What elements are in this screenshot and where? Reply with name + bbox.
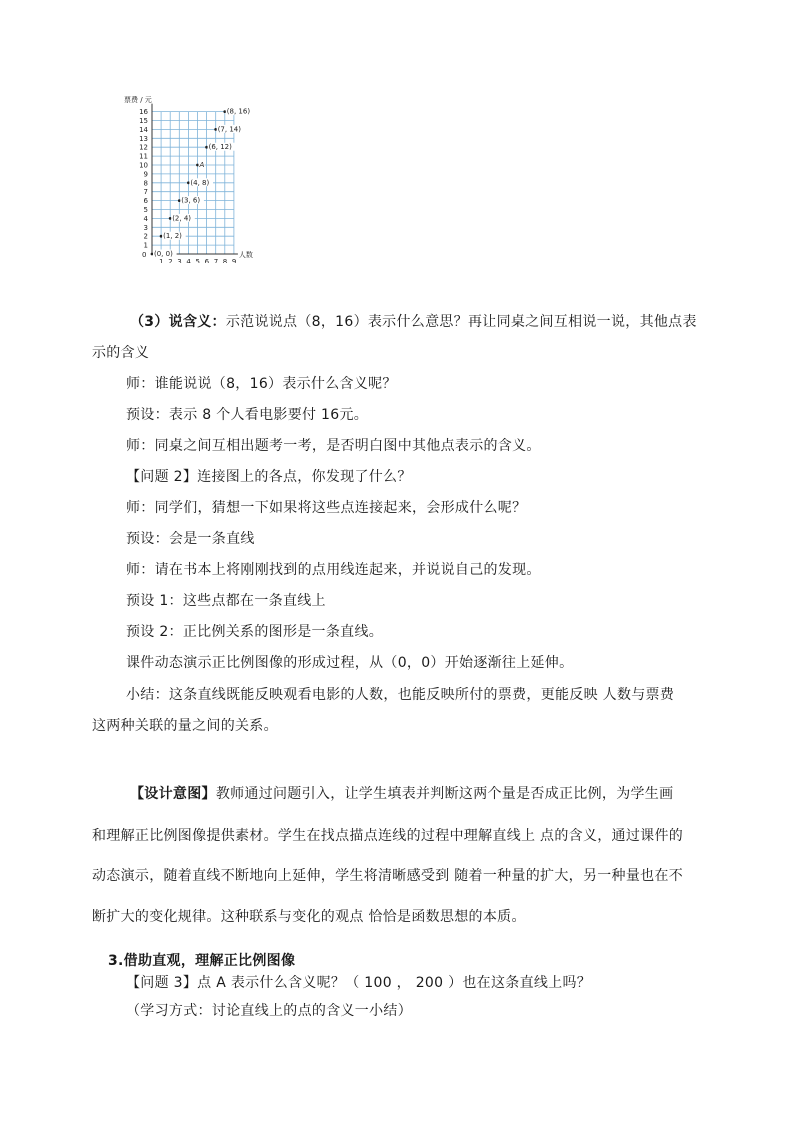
data-label: (7, 14) xyxy=(217,125,241,134)
y-tick-label: 6 xyxy=(143,197,148,206)
section3-prefix: （3）说含义： xyxy=(130,314,226,330)
paragraph-line: 预设：表示 8 个人看电影要付 16元。 xyxy=(126,407,369,423)
data-label: (2, 4) xyxy=(172,214,192,223)
data-point xyxy=(196,164,199,167)
data-point xyxy=(223,110,226,113)
x-tick-label: 1 xyxy=(159,258,164,263)
data-point xyxy=(205,146,208,149)
paragraph-line: 师：同桌之间互相出题考一考，是否明白图中其他点表示的含义。 xyxy=(126,438,541,454)
paragraph-line: 师：同学们，猜想一下如果将这些点连接起来，会形成什么呢？ xyxy=(126,500,527,516)
data-label: (6, 12) xyxy=(208,143,232,152)
x-tick-label: 6 xyxy=(204,258,210,263)
y-tick-label: 11 xyxy=(139,152,148,161)
x-tick-label: 9 xyxy=(231,258,237,263)
section3-line2: 示的含义 xyxy=(92,345,150,361)
paragraph-line: 师：谁能说说（8，16）表示什么含义呢？ xyxy=(126,376,397,392)
data-label: (3, 6) xyxy=(181,196,201,205)
y-tick-label: 12 xyxy=(139,143,148,152)
data-point xyxy=(214,128,217,131)
question3-line: 【问题 3】点 A 表示什么含义呢？（ 100 ， 200 ）也在这条直线上吗？ xyxy=(126,975,592,991)
paragraph-line: 课件动态演示正比例图像的形成过程，从（0，0）开始逐渐往上延伸。 xyxy=(126,655,574,671)
x-tick-label: 0 xyxy=(142,251,147,259)
data-label: (4, 8) xyxy=(190,178,210,187)
design-label: 【设计意图】 xyxy=(130,786,216,802)
data-point xyxy=(160,235,163,238)
summary-line: 小结：这条直线既能反映观看电影的人数，也能反映所付的票费，更能反映 人数与票费 xyxy=(126,687,675,703)
paragraph-line: 师：请在书本上将刚刚找到的点用线连起来，并说说自己的发现。 xyxy=(126,562,541,578)
y-tick-label: 15 xyxy=(139,117,148,125)
y-tick-label: 8 xyxy=(143,179,148,188)
question2-line: 【问题 2】连接图上的各点，你发现了什么？ xyxy=(126,469,412,485)
y-tick-label: 14 xyxy=(139,125,148,134)
y-tick-label: 16 xyxy=(139,108,148,117)
y-tick-label: 7 xyxy=(143,188,148,197)
data-label: (1, 2) xyxy=(163,232,182,241)
section3-line1 xyxy=(130,312,697,332)
data-point xyxy=(178,199,181,202)
y-tick-label: 9 xyxy=(143,170,148,179)
proportion-chart xyxy=(118,88,308,263)
design-line3: 动态演示，随着直线不断地向上延伸，学生将清晰感受到 随着一种量的扩大，另一种量也在不 xyxy=(92,868,684,884)
x-tick-label: 3 xyxy=(177,258,182,263)
x-tick-label: 4 xyxy=(186,258,191,263)
design-line2: 和理解正比例图像提供素材。学生在找点描点连线的过程中理解直线上 点的含义，通过课件的 xyxy=(92,828,684,844)
data-label: A xyxy=(199,161,205,169)
x-tick-label: 2 xyxy=(168,258,173,263)
data-point xyxy=(187,181,190,184)
data-label: (8, 16) xyxy=(226,107,251,116)
x-tick-label: 7 xyxy=(213,258,219,263)
x-tick-label: 8 xyxy=(222,258,228,263)
summary-line-2: 这两种关联的量之间的关系。 xyxy=(92,718,278,734)
design-line4: 断扩大的变化规律。这种联系与变化的观点 恰恰是函数思想的本质。 xyxy=(92,909,526,925)
paragraph-line: 预设 2：正比例关系的图形是一条直线。 xyxy=(126,624,384,640)
study-mode-line: （学习方式：讨论直线上的点的含义一小结） xyxy=(126,1003,412,1019)
paragraph-line: 预设 1：这些点都在一条直线上 xyxy=(126,593,326,609)
y-tick-label: 13 xyxy=(139,134,148,143)
data-point xyxy=(151,253,154,256)
section-heading: 3.借助直观，理解正比例图像 xyxy=(108,953,296,969)
y-tick-label: 3 xyxy=(143,223,148,232)
x-axis-label: 人数 xyxy=(238,251,253,259)
y-tick-label: 2 xyxy=(143,232,148,241)
section3-text: 示范说说点（8，16）表示什么意思？再让同桌之间互相说一说，其他点表 xyxy=(225,314,697,330)
y-tick-label: 4 xyxy=(143,214,148,223)
y-tick-label: 1 xyxy=(143,241,148,250)
paragraph-line: 预设：会是一条直线 xyxy=(126,531,255,547)
design-line1 xyxy=(130,784,673,804)
chart-svg xyxy=(118,88,308,263)
x-tick-label: 5 xyxy=(195,258,200,263)
y-axis-label: 票费 / 元 xyxy=(124,96,152,104)
y-tick-label: 5 xyxy=(143,206,148,214)
data-label: (0, 0) xyxy=(154,250,173,258)
y-tick-label: 10 xyxy=(139,161,148,170)
data-point xyxy=(169,217,172,220)
design-text: 教师通过问题引入，让学生填表并判断这两个量是否成正比例，为学生画 xyxy=(215,786,674,802)
